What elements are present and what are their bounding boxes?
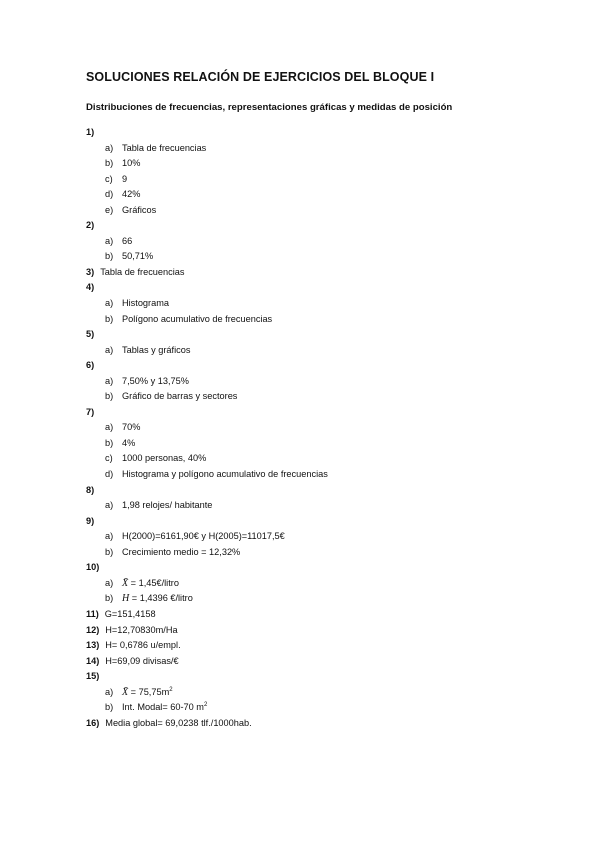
question-line: [0, 669, 599, 685]
question-paren: ): [96, 717, 100, 728]
answer-letter: b): [105, 702, 114, 713]
answer-line: [0, 685, 599, 701]
answer-line: [0, 591, 599, 607]
question-line: [0, 405, 599, 421]
question-answer: H=69,09 divisas/€: [105, 655, 179, 666]
answer-letter: e): [105, 204, 114, 215]
question-number: 13: [86, 640, 97, 651]
question-paren: ): [91, 329, 95, 340]
answer-line: [0, 312, 599, 328]
answer-value: Crecimiento medio = 12,32%: [122, 546, 241, 557]
answer-line: [0, 234, 599, 250]
question-number: 3: [86, 266, 92, 277]
answer-text: [122, 156, 140, 172]
question-paren: ): [91, 484, 95, 495]
answer-value: 7,50% y 13,75%: [122, 375, 189, 386]
answer-letter: d): [105, 189, 114, 200]
question-number: 9: [86, 515, 92, 526]
answer-line: [0, 296, 599, 312]
question-line: [0, 280, 599, 296]
answer-value: Histograma y polígono acumulativo de frecuencias: [122, 469, 328, 480]
answer-text: [122, 591, 193, 607]
answer-line: [0, 436, 599, 452]
question-paren: ): [91, 127, 95, 137]
answer-value: 4%: [122, 437, 136, 448]
answer-letter: a): [105, 422, 114, 433]
answer-value: Gráficos: [122, 204, 157, 215]
answer-text: [122, 467, 328, 483]
answer-line: [0, 172, 599, 188]
answer-line: [0, 467, 599, 483]
answer-value: 1,98 relojes/ habitante: [122, 500, 213, 511]
question-line: [0, 125, 599, 141]
answer-letter: b): [105, 593, 114, 604]
answer-letter: b): [105, 437, 114, 448]
answer-text: [122, 529, 285, 545]
question-line: [0, 483, 599, 499]
answer-letter: c): [105, 173, 113, 184]
answer-value: Polígono acumulativo de frecuencias: [122, 313, 273, 324]
question-paren: ): [96, 624, 100, 635]
answer-value: 1000 personas, 40%: [122, 453, 207, 464]
question-answer: H=12,70830m/Ha: [105, 624, 178, 635]
answer-line: [0, 249, 599, 265]
question-paren: ): [96, 640, 100, 651]
answer-text: [122, 343, 190, 359]
solutions-list: [0, 125, 599, 731]
document-title: SOLUCIONES RELACIÓN DE EJERCICIOS DEL BLOQUE I: [86, 70, 435, 84]
question-line: [0, 265, 599, 281]
answer-value: Gráfico de barras y sectores: [122, 391, 238, 402]
question-number: 4: [86, 282, 92, 293]
answer-line: [0, 700, 599, 716]
superscript: 2: [203, 702, 208, 709]
answer-line: [0, 187, 599, 203]
question-number: 7: [86, 406, 92, 417]
answer-letter: a): [105, 375, 114, 386]
math-symbol: H: [122, 593, 130, 605]
question-number: 14: [86, 655, 97, 666]
question-paren: ): [95, 608, 99, 619]
question-number: 12: [86, 624, 97, 635]
question-line: [0, 560, 599, 576]
answer-text: [122, 203, 156, 219]
answer-letter: a): [105, 500, 114, 511]
answer-text: [122, 545, 240, 561]
answer-text: [122, 312, 272, 328]
answer-value: 70%: [122, 422, 141, 433]
answer-letter: a): [105, 531, 114, 542]
answer-value: Tabla de frecuencias: [122, 142, 207, 153]
question-line: [0, 514, 599, 530]
question-paren: ): [96, 671, 100, 682]
answer-value: 42%: [122, 189, 141, 200]
answer-value: 10%: [122, 158, 141, 169]
answer-line: [0, 343, 599, 359]
answer-line: [0, 156, 599, 172]
answer-text: [122, 700, 207, 716]
question-number: 1: [86, 127, 92, 137]
answer-line: [0, 451, 599, 467]
answer-letter: d): [105, 469, 114, 480]
answer-value: Histograma: [122, 298, 169, 309]
answer-line: [0, 545, 599, 561]
answer-line: [0, 203, 599, 219]
question-number: 10: [86, 562, 97, 573]
question-paren: ): [91, 360, 95, 371]
question-number: 15: [86, 671, 97, 682]
answer-text: [122, 234, 132, 250]
question-line: [0, 607, 599, 623]
answer-line: [0, 141, 599, 157]
question-line: [0, 358, 599, 374]
answer-line: [0, 389, 599, 405]
answer-value: = 1,4396 €/litro: [129, 593, 193, 604]
question-number: 6: [86, 360, 92, 371]
answer-line: [0, 576, 599, 592]
question-line: [0, 654, 599, 670]
question-paren: ): [96, 655, 100, 666]
question-paren: ): [96, 562, 100, 573]
question-paren: ): [91, 515, 95, 526]
answer-letter: a): [105, 142, 114, 153]
answer-line: [0, 374, 599, 390]
question-number: 5: [86, 329, 92, 340]
question-answer: G=151,4158: [104, 608, 156, 619]
question-line: [0, 623, 599, 639]
math-symbol: X̄: [122, 577, 129, 589]
answer-letter: a): [105, 235, 114, 246]
answer-letter: a): [105, 298, 114, 309]
answer-line: [0, 529, 599, 545]
question-number: 8: [86, 484, 92, 495]
answer-value: Tablas y gráficos: [122, 344, 191, 355]
answer-letter: c): [105, 453, 113, 464]
question-answer: Media global= 69,0238 tlf./1000hab.: [105, 717, 252, 728]
answer-text: [122, 296, 169, 312]
answer-letter: a): [105, 577, 114, 588]
answer-line: [0, 498, 599, 514]
answer-value: Int. Modal= 60-70 m: [122, 702, 204, 713]
answer-value: = 75,75m: [128, 686, 170, 697]
answer-line: [0, 420, 599, 436]
answer-text: [122, 141, 206, 157]
question-line: [0, 638, 599, 654]
document-subtitle: Distribuciones de frecuencias, representaciones gráficas y medidas de posición: [86, 102, 453, 113]
answer-text: [122, 374, 189, 390]
answer-text: [122, 249, 153, 265]
answer-text: [122, 187, 140, 203]
answer-letter: a): [105, 344, 114, 355]
question-paren: ): [91, 406, 95, 417]
answer-text: [122, 420, 140, 436]
answer-letter: b): [105, 251, 114, 262]
answer-letter: b): [105, 313, 114, 324]
answer-text: [122, 498, 212, 514]
answer-text: [122, 576, 179, 592]
question-line: [0, 716, 599, 732]
answer-value: 9: [122, 173, 128, 184]
math-symbol: X̄: [122, 686, 129, 698]
question-answer: H= 0,6786 u/empl.: [105, 640, 181, 651]
answer-value: H(2000)=6161,90€ y H(2005)=11017,5€: [122, 531, 285, 542]
answer-value: 50,71%: [122, 251, 154, 262]
question-paren: ): [91, 266, 95, 277]
answer-text: [122, 451, 206, 467]
question-number: 2: [86, 220, 92, 231]
question-line: [0, 327, 599, 343]
question-number: 16: [86, 717, 97, 728]
answer-text: [122, 172, 127, 188]
answer-value: 66: [122, 235, 133, 246]
answer-letter: a): [105, 686, 114, 697]
question-line: [0, 218, 599, 234]
answer-letter: b): [105, 546, 114, 557]
answer-letter: b): [105, 391, 114, 402]
answer-text: [122, 436, 135, 452]
superscript: 2: [169, 686, 173, 693]
answer-letter: b): [105, 158, 114, 169]
question-paren: ): [91, 282, 95, 293]
question-paren: ): [91, 220, 95, 231]
answer-text: [122, 389, 237, 405]
answer-value: = 1,45€/litro: [128, 577, 179, 588]
question-answer: Tabla de frecuencias: [100, 266, 185, 277]
answer-text: [122, 685, 173, 701]
question-number: 11: [86, 608, 96, 619]
